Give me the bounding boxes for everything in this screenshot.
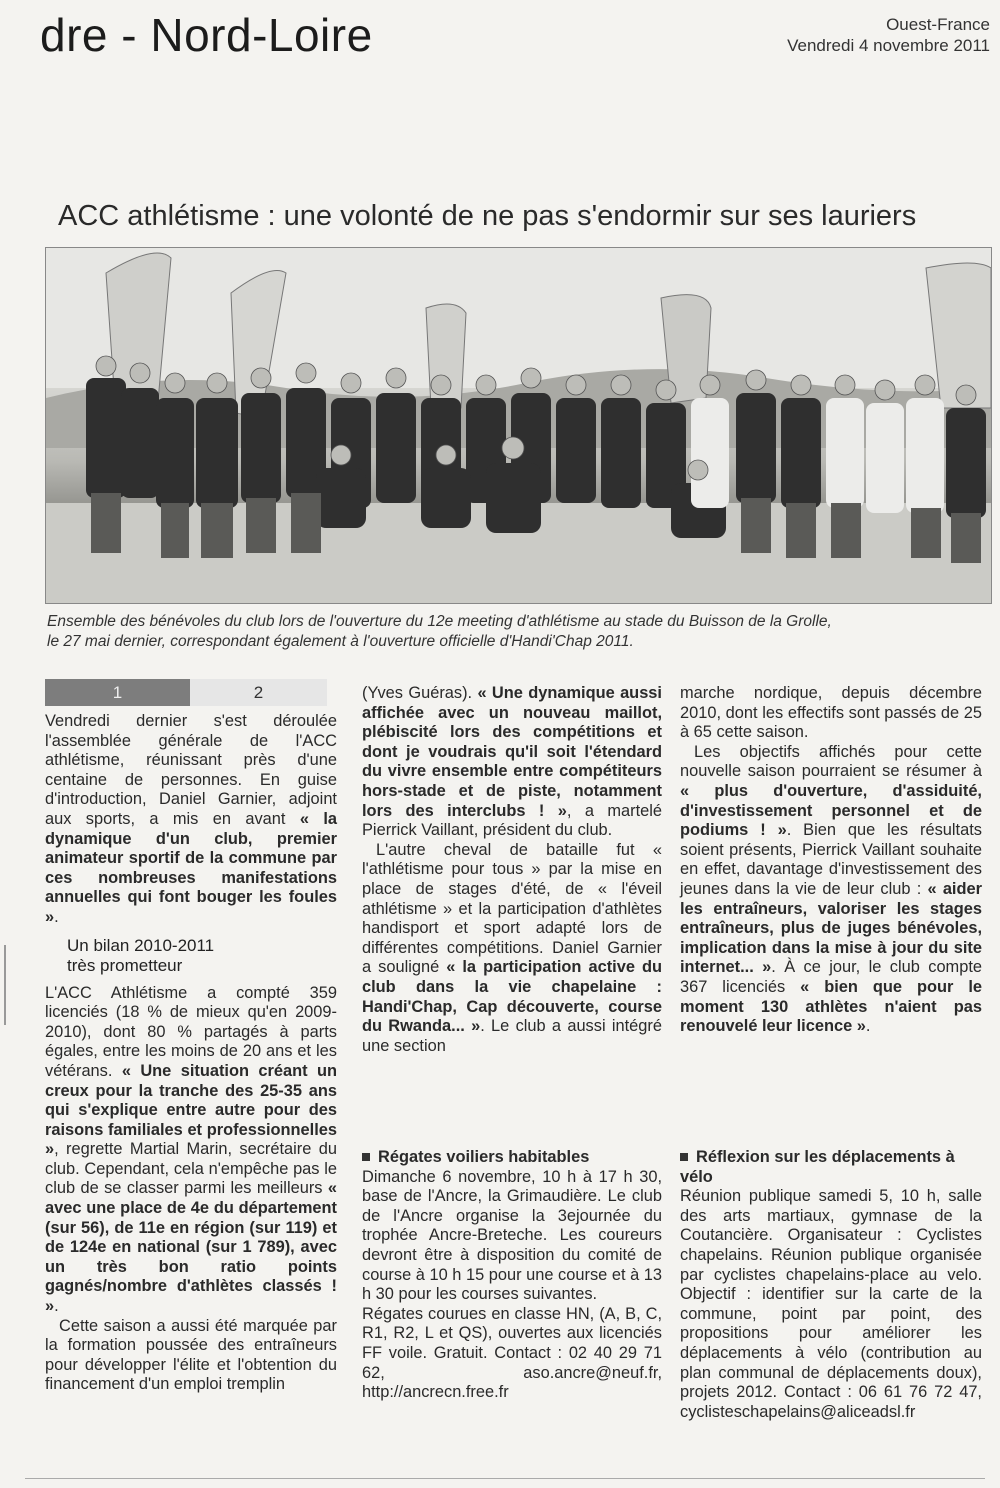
brief-regates-paragraph-1: Dimanche 6 novembre, 10 h à 17 h 30, base de l'Ancre, la Grimaudière. Le club de l'Ancre organise la 3ejournée du trophée Ancre-Breteche. Les coureurs devront être à disposition du comité de course à 10 h 15 pour une course et à 13 h 30 pour les courses suivantes. xyxy=(362,1167,662,1304)
photo-caption xyxy=(47,612,987,652)
col1-subhead: Un bilan 2010-2011 très prometteur xyxy=(67,935,215,975)
section-title: dre - Nord-Loire xyxy=(40,9,373,61)
publication-date: Vendredi 4 novembre 2011 xyxy=(787,36,990,55)
page-2-tab[interactable]: 2 xyxy=(190,679,327,706)
margin-mark xyxy=(4,945,6,1025)
newspaper-name: Ouest-France xyxy=(886,15,990,34)
bullet-square-icon xyxy=(680,1153,688,1161)
brief-velo-title: Réflexion sur les déplacements à vélo xyxy=(680,1148,955,1186)
column-3 xyxy=(680,684,982,1037)
col1-paragraph-1: Vendredi dernier s'est déroulée l'assemblée générale de l'ACC athlétisme, réunissant près d'une centaine de personnes. En guise d'introduction, Daniel Garnier, adjoint aux sports, a mis en avant « la dynamique d'un club, premier animateur sportif de la commune par ces nombreuses manifestations annuelles qui font bouger les foules ». xyxy=(45,712,337,926)
col1-paragraph-2: L'ACC Athlétisme a compté 359 licenciés (18 % de mieux qu'en 2009-2010), dont 80 % partagés à parts égales, entre les moins de 20 ans et les vétérans. « Une situation créant un creux pour la tranche des 25-35 ans qui s'explique entre autre pour des raisons familiales et professionnelles », regrette Martial Marin, secrétaire du club. Cependant, cela n'empêche pas le club de se classer parmi les meilleurs « avec une place de 4e du département (sur 56), de 11e en région (sur 119) et de 124e en national (sur 1 789), avec un très bon ratio points gagnés/nombre d'athlètes classés ! ». xyxy=(45,983,337,1316)
col2-paragraph-2: L'autre cheval de bataille fut « l'athlétisme pour tous » par la mise en place de stages d'été, de « l'éveil athlétisme » et la participation d'athlètes handisport et sport adapté lors de différentes compétitions. Daniel Garnier a souligné « la participation active du club dans la vie chapelaine : Handi'Chap, Cap découverte, course du Rwanda... ». Le club a aussi intégré une section xyxy=(362,840,662,1055)
group-photo xyxy=(45,247,992,604)
brief-velo xyxy=(680,1148,982,1422)
caption-line-2: le 27 mai dernier, correspondant également à l'ouverture officielle d'Handi'Chap 2011. xyxy=(47,633,634,650)
col3-paragraph-2: Les objectifs affichés pour cette nouvelle saison pourraient se résumer à « plus d'ouverture, d'assiduité, d'investissement personnel et de podiums ! ». Bien que les résultats soient présents, Pierrick Vaillant souhaite en effet, davantage d'investissement des jeunes dans la vie de leur club : « aider les entraîneurs, valoriser les stages entraîneurs, plus de juges bénévoles, implication dans la mise à jour du site internet... ». À ce jour, le club compte 367 licenciés « bien que pour le moment 130 athlètes n'aient pas renouvelé leur licence ». xyxy=(680,742,982,1036)
col3-paragraph-1: marche nordique, depuis décembre 2010, dont les effectifs sont passés de 25 à 65 cette saison. xyxy=(680,684,982,742)
brief-regates-title: Régates voiliers habitables xyxy=(362,1148,662,1168)
page-1-tab[interactable]: 1 xyxy=(45,679,190,706)
bullet-square-icon xyxy=(362,1153,370,1161)
caption-line-1: Ensemble des bénévoles du club lors de l'ouverture du 12e meeting d'athlétisme au stade du Buisson de la Grolle, xyxy=(47,613,832,630)
column-1 xyxy=(45,712,337,1395)
brief-regates-paragraph-2: Régates courues en classe HN, (A, B, C, R1, R2, L et QS), ouvertes aux licenciés FF voile. Gratuit. Contact : 02 40 29 71 62, aso.ancre@neuf.fr, http://ancrecn.free.fr xyxy=(362,1304,662,1402)
column-2 xyxy=(362,684,662,1056)
article-headline: ACC athlétisme : une volonté de ne pas s'endormir sur ses lauriers xyxy=(58,200,917,232)
brief-velo-paragraph: Réunion publique samedi 5, 10 h, salle des arts martiaux, gymnase de la Coutancière. Organisateur : Cyclistes chapelains. Réunion publique organisée par cyclistes chapelains-place au velo. Objectif : identifier sur la carte de la commune, point par point, des propositions pour améliorer les déplacements à vélo (contribution au plan communal de déplacements doux), projets 2012. Contact : 06 61 76 72 47, cyclisteschapelains@aliceadsl.fr xyxy=(680,1187,982,1421)
page-indicator xyxy=(45,679,327,706)
masthead-info xyxy=(787,14,990,56)
col1-paragraph-3: Cette saison a aussi été marquée par la formation poussée des entraîneurs pour développer l'élite et l'obtention du financement d'un emploi tremplin xyxy=(45,1316,337,1394)
col2-paragraph-1: (Yves Guéras). « Une dynamique aussi affichée avec un nouveau maillot, plébiscité lors des compétitions et dont je voudrais qu'il soit l'étendard du vivre ensemble entre compétiteurs hors-stade et de piste, notamment lors des interclubs ! », a martelé Pierrick Vaillant, président du club. xyxy=(362,684,663,840)
brief-regates xyxy=(362,1148,662,1403)
bottom-rule xyxy=(25,1478,985,1479)
